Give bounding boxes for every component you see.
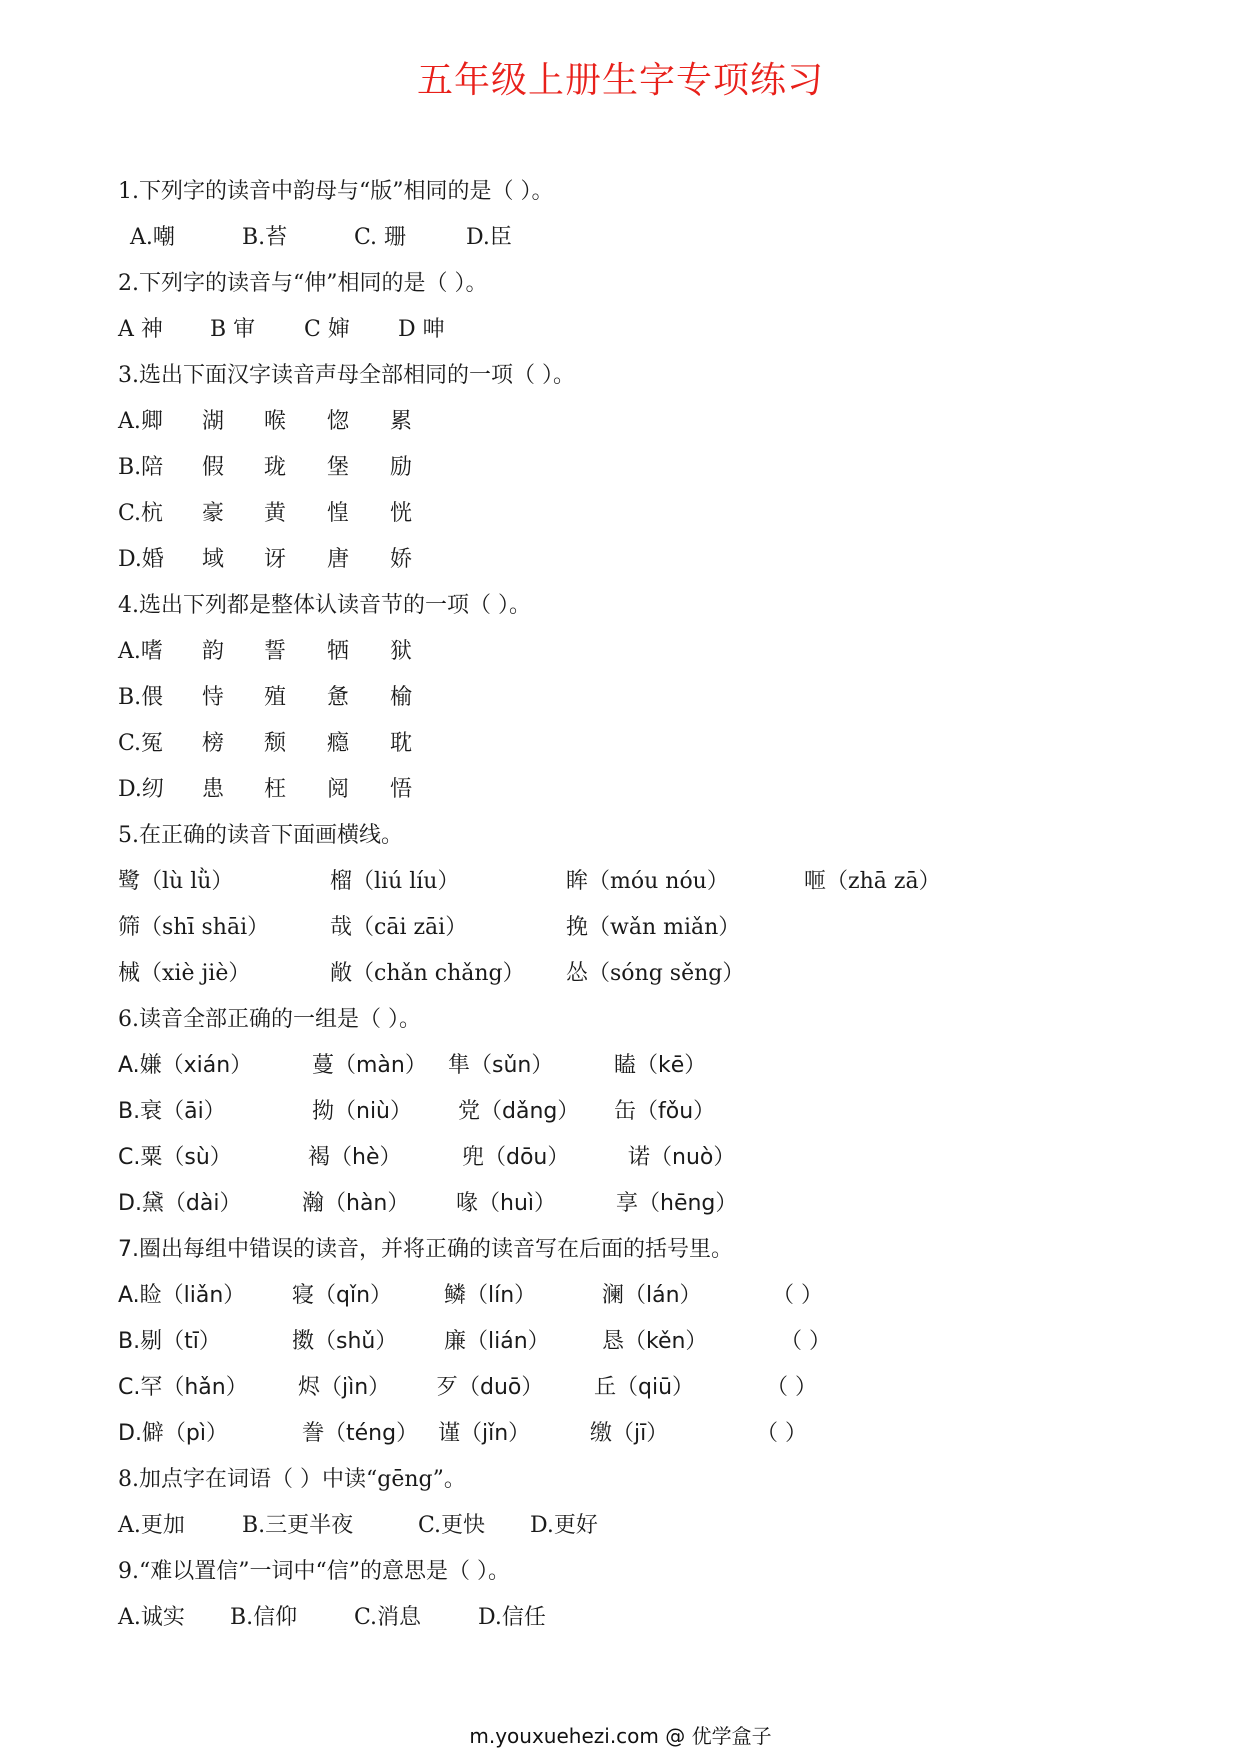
cell: 喉: [264, 409, 287, 434]
cell: B.衰（āi）: [118, 1099, 226, 1124]
cell: D.黛（dài）: [118, 1191, 242, 1216]
cell: 隼（sǔn）: [448, 1053, 554, 1078]
cell: 殖: [264, 685, 287, 710]
cell: D.僻（pì）: [118, 1421, 229, 1446]
question-6-stem: 6.读音全部正确的一组是（ ）。: [118, 1007, 421, 1032]
cell: 喙（huì）: [456, 1191, 556, 1216]
cell: 寝（qǐn）: [292, 1283, 393, 1308]
cell: 党（dǎng）: [458, 1099, 580, 1124]
cell: 恃: [202, 685, 225, 710]
cell: 瞌（kē）: [614, 1053, 707, 1078]
cell: 诺（nuò）: [628, 1145, 736, 1170]
cell: 歹（duō）: [436, 1375, 544, 1400]
footer-watermark: m.youxuehezi.com @ 优学盒子: [469, 1724, 772, 1748]
option: A.更加: [118, 1513, 185, 1538]
page-title: 五年级上册生字专项练习: [416, 60, 824, 101]
cell: 惶: [327, 501, 350, 526]
cell: 珑: [264, 455, 287, 480]
cell: C.粟（sù）: [118, 1145, 232, 1170]
question-1-stem: 1.下列字的读音中韵母与“版”相同的是（ ）。: [118, 179, 554, 204]
question-3-stem: 3.选出下面汉字读音声母全部相同的一项（ ）。: [118, 363, 575, 388]
cell: 缶（fǒu）: [614, 1099, 716, 1124]
cell: 誊（téng）: [302, 1421, 419, 1446]
option: C 婶: [304, 317, 350, 342]
answer-blank: （ ）: [766, 1375, 817, 1400]
option: A.诚实: [118, 1605, 185, 1630]
option: C.消息: [354, 1605, 422, 1630]
option: C.更快: [418, 1513, 486, 1538]
cell: 讶: [264, 547, 287, 572]
cell: 狱: [390, 639, 413, 664]
cell: 惚: [327, 409, 350, 434]
cell: 励: [390, 455, 413, 480]
cell: 咂（zhā zā）: [804, 869, 941, 894]
option: D.更好: [530, 1513, 598, 1538]
answer-blank: （ ）: [780, 1329, 831, 1354]
cell: 敞（chǎn chǎng）: [330, 961, 525, 986]
cell: 褐（hè）: [308, 1145, 402, 1170]
cell: 誓: [264, 639, 287, 664]
cell: 兜（dōu）: [462, 1145, 570, 1170]
cell: B.剔（tī）: [118, 1329, 221, 1354]
cell: A.嫌（xián）: [118, 1053, 253, 1078]
cell: B.陪: [118, 455, 164, 480]
cell: 恍: [390, 501, 413, 526]
option: B.苔: [242, 225, 288, 250]
option: C. 珊: [354, 225, 407, 250]
cell: 堡: [327, 455, 350, 480]
cell: 域: [202, 547, 225, 572]
cell: 怂（sóng sěng）: [566, 961, 745, 986]
cell: 悟: [390, 777, 413, 802]
cell: 韵: [202, 639, 225, 664]
cell: 黄: [264, 501, 287, 526]
cell: 榜: [202, 731, 225, 756]
cell: 累: [390, 409, 413, 434]
cell: 挽（wǎn miǎn）: [566, 915, 741, 940]
cell: C.冤: [118, 731, 164, 756]
cell: 澜（lán）: [602, 1283, 702, 1308]
question-4-stem: 4.选出下列都是整体认读音节的一项（ ）。: [118, 593, 531, 618]
cell: 鹭（lù lǜ）: [118, 869, 234, 894]
cell: 患: [202, 777, 225, 802]
option: B.信仰: [230, 1605, 298, 1630]
cell: 械（xiè jiè）: [118, 961, 251, 986]
option: D.信任: [478, 1605, 546, 1630]
cell: 享（hēng）: [616, 1191, 738, 1216]
cell: 枉: [264, 777, 287, 802]
cell: 拗（niù）: [312, 1099, 412, 1124]
cell: D.婚: [118, 547, 164, 572]
question-5-stem: 5.在正确的读音下面画横线。: [118, 823, 403, 848]
cell: 廉（lián）: [444, 1329, 550, 1354]
question-9-stem: 9.“难以置信”一词中“信”的意思是（ ）。: [118, 1559, 510, 1584]
cell: 唐: [327, 547, 350, 572]
cell: 颓: [264, 731, 287, 756]
cell: 丘（qiū）: [594, 1375, 695, 1400]
cell: 耽: [390, 731, 413, 756]
option: A.嘲: [130, 225, 175, 250]
question-7-stem: 7.圈出每组中错误的读音，并将正确的读音写在后面的括号里。: [118, 1237, 733, 1262]
cell: 瀚（hàn）: [302, 1191, 410, 1216]
cell: 娇: [390, 547, 413, 572]
cell: 恳（kěn）: [602, 1329, 708, 1354]
question-8-stem: 8.加点字在词语（ ）中读“gēng”。: [118, 1467, 466, 1492]
question-2-stem: 2.下列字的读音与“伸”相同的是（ ）。: [118, 271, 488, 296]
cell: D.纫: [118, 777, 164, 802]
cell: 擞（shǔ）: [292, 1329, 398, 1354]
cell: 哉（cāi zāi）: [330, 915, 468, 940]
cell: 缴（jī）: [590, 1421, 669, 1446]
cell: B.偎: [118, 685, 164, 710]
option: B.三更半夜: [242, 1513, 354, 1538]
option: D.臣: [466, 225, 512, 250]
cell: 眸（móu nóu）: [566, 869, 729, 894]
cell: 豪: [202, 501, 225, 526]
cell: 蔓（màn）: [312, 1053, 427, 1078]
cell: 牺: [327, 639, 350, 664]
option: A 神: [118, 317, 163, 342]
cell: 假: [202, 455, 225, 480]
cell: 榆: [390, 685, 413, 710]
cell: 筛（shī shāi）: [118, 915, 270, 940]
cell: C.杭: [118, 501, 164, 526]
cell: 湖: [202, 409, 225, 434]
cell: A.卿: [118, 409, 163, 434]
cell: 烬（jìn）: [298, 1375, 391, 1400]
option: D 呻: [398, 317, 445, 342]
option: B 审: [210, 317, 256, 342]
cell: A.嗜: [118, 639, 163, 664]
answer-blank: （ ）: [756, 1421, 807, 1446]
cell: 榴（liú líu）: [330, 869, 460, 894]
cell: 惫: [327, 685, 350, 710]
cell: 瘾: [327, 731, 350, 756]
cell: 鳞（lín）: [444, 1283, 537, 1308]
cell: 阅: [327, 777, 350, 802]
cell: C.罕（hǎn）: [118, 1375, 248, 1400]
cell: 谨（jǐn）: [438, 1421, 531, 1446]
cell: A.睑（liǎn）: [118, 1283, 246, 1308]
answer-blank: （ ）: [772, 1283, 823, 1308]
